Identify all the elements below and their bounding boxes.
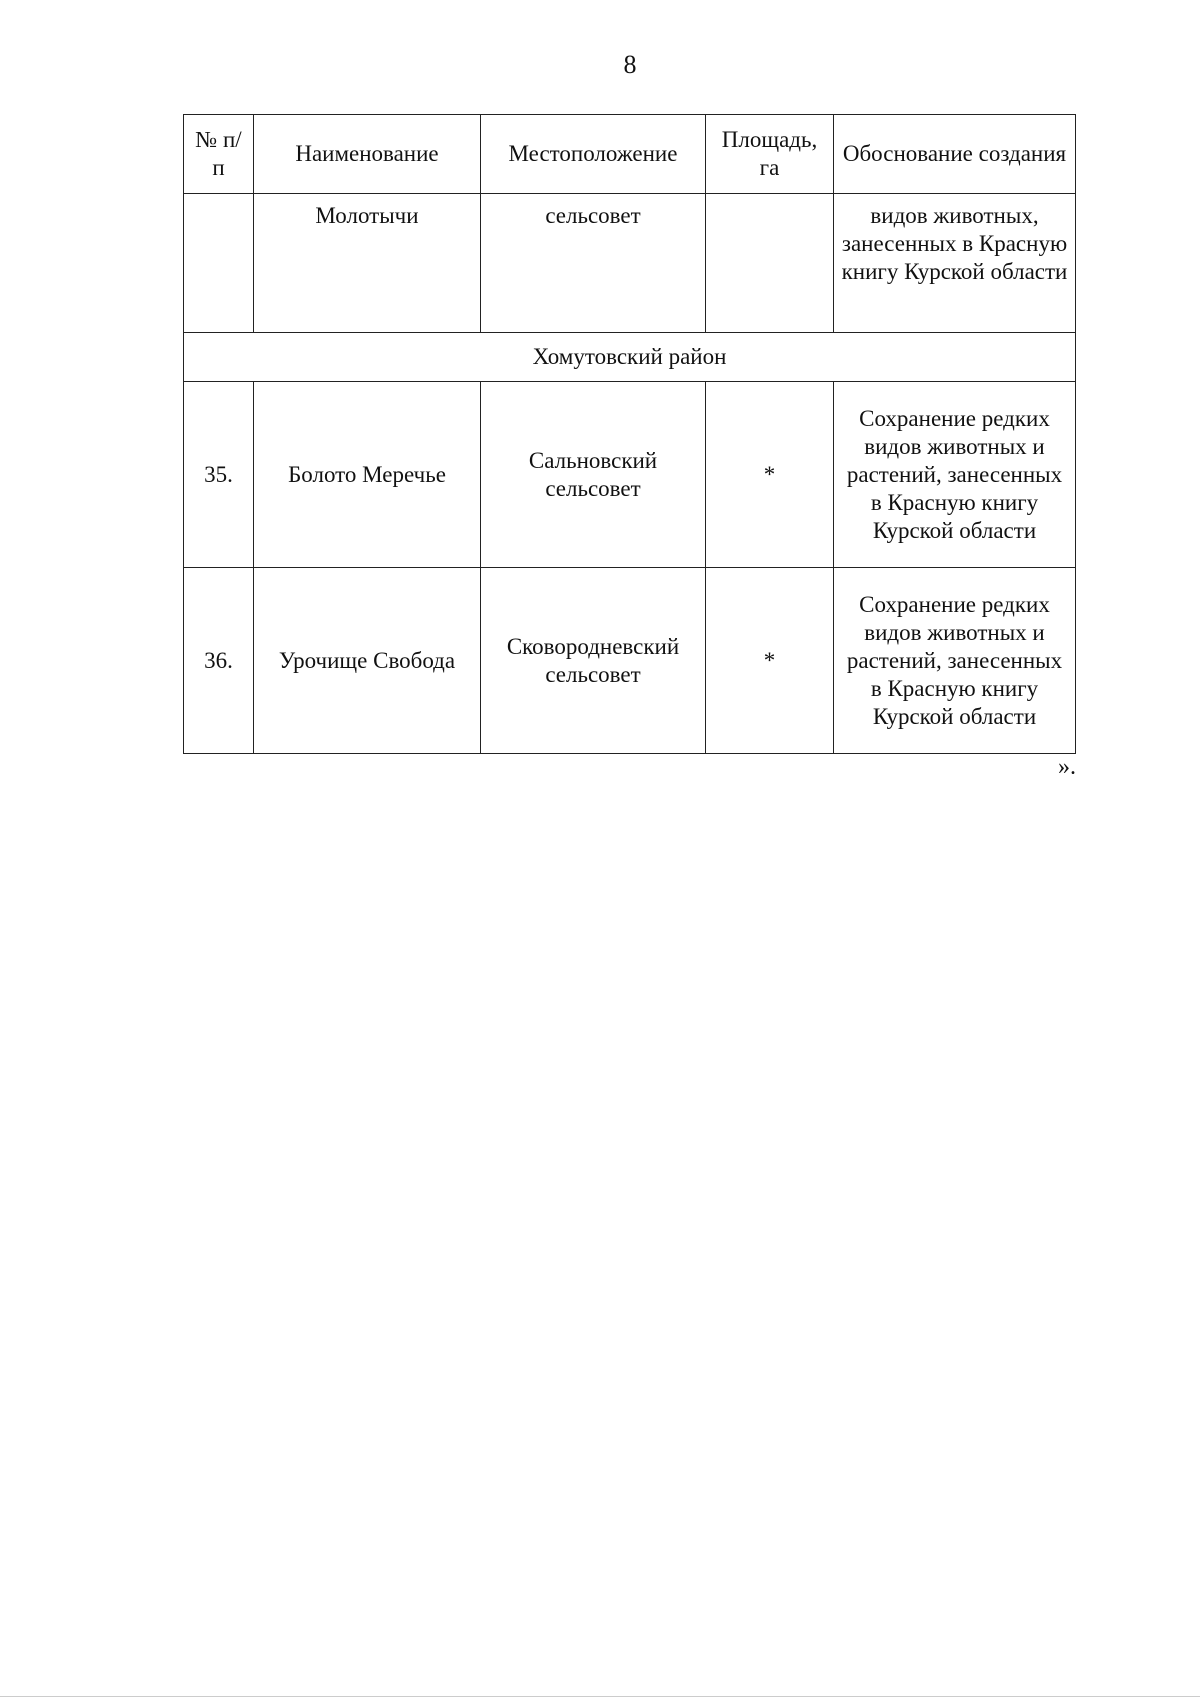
table-header-row [184, 115, 1076, 194]
cell-location: сельсовет [481, 194, 706, 333]
table-row [184, 194, 1076, 333]
cell-area: * [706, 382, 834, 568]
cell-basis: Сохранение редких видов животных и растений, занесенных в Красную книгу Курской области [834, 382, 1076, 568]
cell-num: 36. [184, 568, 254, 754]
header-location: Местоположение [481, 115, 706, 194]
cell-location: Сковородневский сельсовет [481, 568, 706, 754]
closing-quote-mark: ». [1058, 754, 1076, 780]
header-num: № п/п [184, 115, 254, 194]
cell-area [706, 194, 834, 333]
cell-basis: видов животных, занесенных в Красную книгу Курской области [834, 194, 1076, 333]
cell-basis: Сохранение редких видов животных и растений, занесенных в Красную книгу Курской области [834, 568, 1076, 754]
header-basis: Обоснование создания [834, 115, 1076, 194]
cell-name: Болото Меречье [254, 382, 481, 568]
cell-location: Сальновский сельсовет [481, 382, 706, 568]
cell-num: 35. [184, 382, 254, 568]
header-area: Площадь, га [706, 115, 834, 194]
scan-edge-line [0, 1696, 1200, 1697]
cell-num [184, 194, 254, 333]
cell-name: Урочище Свобода [254, 568, 481, 754]
protected-areas-table [183, 114, 1076, 754]
district-row [184, 333, 1076, 382]
cell-name: Молотычи [254, 194, 481, 333]
header-name: Наименование [254, 115, 481, 194]
page-number: 8 [623, 50, 637, 79]
cell-area: * [706, 568, 834, 754]
table-row [184, 382, 1076, 568]
table-row [184, 568, 1076, 754]
district-heading: Хомутовский район [184, 333, 1076, 382]
